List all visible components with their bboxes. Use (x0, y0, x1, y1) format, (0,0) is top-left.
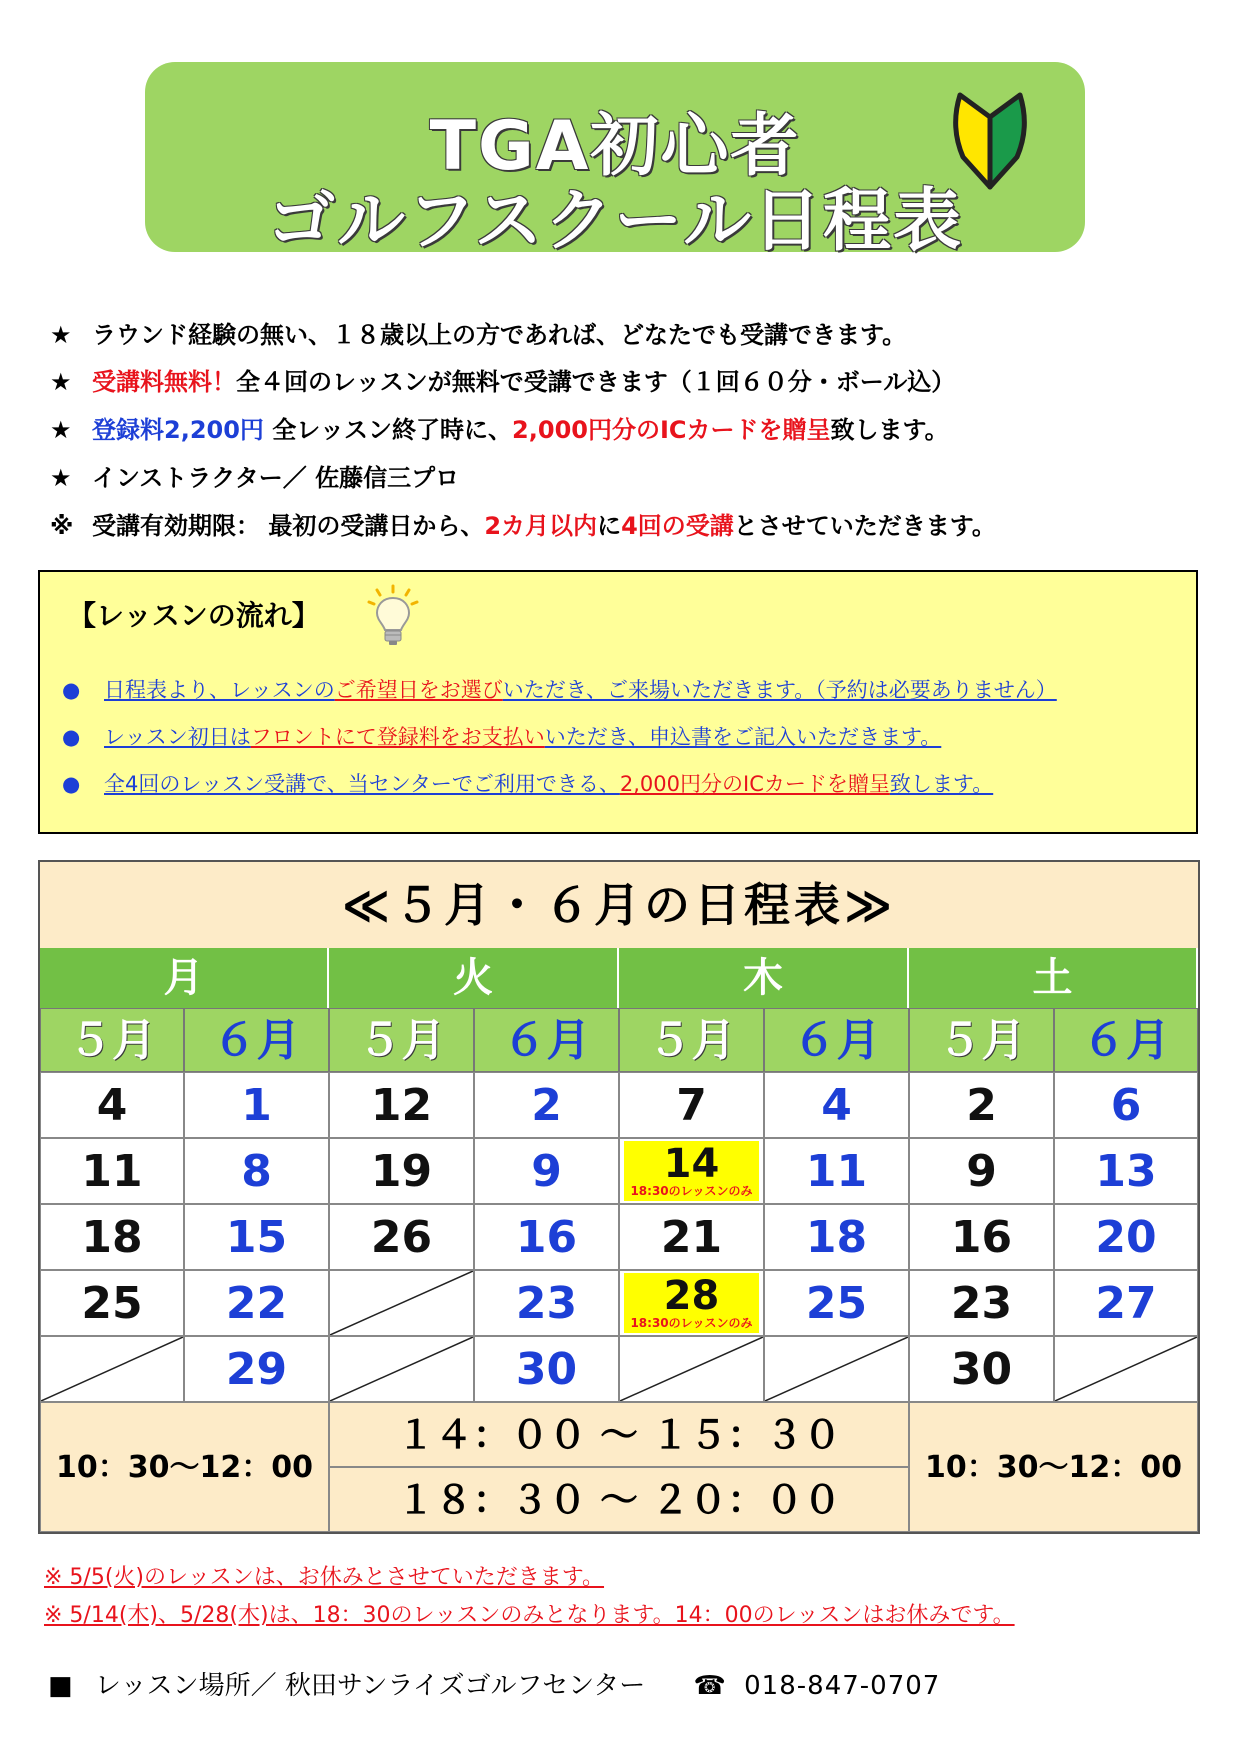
date-cell: 2 (474, 1072, 619, 1138)
info-text: 4回の受講 (621, 512, 734, 540)
empty-date-cell (1054, 1336, 1198, 1402)
beginner-mark-icon (945, 87, 1035, 197)
day-header: 火 (329, 948, 619, 1008)
note-evening-only: ※ 5/14(木)、5/28(木)は、18：30のレッスンのみとなります。14：00のレッスンはお休みです。 (44, 1603, 1015, 1628)
square-bullet-icon: ■ (48, 1671, 73, 1701)
lesson-location: レッスン場所／ 秋田サンライズゴルフセンター (94, 1671, 646, 1701)
info-text: ラウンド経験の無い、１８歳以上の方であれば、どなたでも受講できます。 (92, 321, 907, 349)
date-cell: 4 (40, 1072, 184, 1138)
month-header: ５月 (329, 1008, 474, 1072)
month-header: ６月 (764, 1008, 909, 1072)
date-cell: 25 (40, 1270, 184, 1336)
empty-date-cell (329, 1336, 474, 1402)
info-line (50, 506, 996, 541)
title-line-2: ゴルフスクール日程表 (267, 182, 963, 261)
day-header: 月 (40, 948, 329, 1008)
info-text: 全４回のレッスンが無料で受講できます（１回６０分・ボール込） (236, 368, 956, 396)
no-lesson-slash (1055, 1337, 1197, 1401)
date-cell: 11 (40, 1138, 184, 1204)
flow-title: 【レッスンの流れ】 (68, 599, 320, 632)
month-header: ６月 (1054, 1008, 1198, 1072)
day-header: 木 (619, 948, 909, 1008)
date-cell: 20 (1054, 1204, 1198, 1270)
info-line (50, 410, 949, 445)
title-line-1: TGA初心者 (429, 107, 801, 186)
phone-number: 018-847-0707 (744, 1671, 941, 1701)
saturday-time: 10：30〜12：00 (909, 1402, 1198, 1532)
note-holiday: ※ 5/5(火)のレッスンは、お休みとさせていただきます。 (44, 1565, 605, 1590)
lesson-flow-box (38, 570, 1198, 834)
date-cell: 23 (909, 1270, 1054, 1336)
flow-text: いただき、申込書をご記入いただきます。 (544, 725, 942, 749)
date-cell: 19 (329, 1138, 474, 1204)
info-text: とさせていただきます。 (733, 512, 996, 540)
date-cell: 27 (1054, 1270, 1198, 1336)
date-cell: 30 (474, 1336, 619, 1402)
month-header: ５月 (40, 1008, 184, 1072)
evening-only-note: 18:30のレッスンのみ (630, 1316, 753, 1330)
bullet-dot-icon: ● (62, 725, 81, 749)
date-cell: 25 (764, 1270, 909, 1336)
date-number: 28 (663, 1273, 720, 1319)
date-cell: 16 (909, 1204, 1054, 1270)
month-header: ６月 (474, 1008, 619, 1072)
date-number: 14 (663, 1141, 720, 1187)
flow-item (62, 721, 941, 751)
schedule-table (38, 860, 1200, 1534)
empty-date-cell (619, 1336, 764, 1402)
no-lesson-slash (330, 1271, 473, 1335)
no-lesson-slash (765, 1337, 908, 1401)
date-cell: 29 (184, 1336, 329, 1402)
monday-time: 10：30〜12：00 (40, 1402, 329, 1532)
date-cell: 30 (909, 1336, 1054, 1402)
info-line (50, 315, 906, 350)
footer-location (48, 1665, 940, 1702)
date-cell: 23 (474, 1270, 619, 1336)
no-lesson-slash (41, 1337, 183, 1401)
date-cell: 1 (184, 1072, 329, 1138)
date-cell: 21 (619, 1204, 764, 1270)
date-cell: 22 (184, 1270, 329, 1336)
no-lesson-slash (620, 1337, 763, 1401)
date-cell: 16 (474, 1204, 619, 1270)
no-lesson-slash (330, 1337, 473, 1401)
empty-date-cell (329, 1270, 474, 1336)
flow-text: いただき、ご来場いただきます。（予約は必要ありません） (502, 678, 1057, 702)
empty-date-cell (40, 1336, 184, 1402)
info-text: 致します。 (830, 416, 949, 444)
info-text: 2,000円分のICカードを贈呈 (512, 416, 831, 444)
date-cell: 6 (1054, 1072, 1198, 1138)
month-header: ５月 (909, 1008, 1054, 1072)
date-cell: 12 (329, 1072, 474, 1138)
date-cell (619, 1270, 764, 1336)
star-icon: ★ (50, 464, 72, 492)
flow-item (62, 768, 993, 798)
flow-text: 全4回のレッスン受講で、当センターでご利用できる、 (104, 772, 620, 796)
flow-text: 2,000円分のICカードを贈呈 (619, 772, 890, 796)
date-cell: 4 (764, 1072, 909, 1138)
flow-text: フロントにて登録料をお支払い (250, 725, 545, 749)
info-line (50, 458, 459, 493)
info-text: 受講料無料！ (92, 368, 236, 396)
bullet-dot-icon: ● (62, 678, 81, 702)
evening-only-highlight (624, 1141, 759, 1201)
star-icon: ★ (50, 321, 72, 349)
date-cell: 26 (329, 1204, 474, 1270)
evening-only-highlight (624, 1273, 759, 1333)
info-text: 受講有効期限： 最初の受講日から、 (92, 512, 485, 540)
date-cell: 9 (474, 1138, 619, 1204)
afternoon-time: １４：００ 〜 １５：３０ (329, 1402, 909, 1467)
evening-time: １８：３０ 〜 ２０：００ (329, 1467, 909, 1532)
evening-only-note: 18:30のレッスンのみ (630, 1184, 753, 1198)
month-header: ５月 (619, 1008, 764, 1072)
title-banner (145, 62, 1085, 261)
flow-text: 日程表より、レッスンの (104, 678, 335, 702)
date-cell: 9 (909, 1138, 1054, 1204)
flow-text: レッスン初日は (104, 725, 251, 749)
date-cell: 13 (1054, 1138, 1198, 1204)
date-cell: 11 (764, 1138, 909, 1204)
light-bulb-icon (365, 584, 421, 648)
bullet-dot-icon: ● (62, 772, 81, 796)
info-text: 登録料2,200円 (92, 416, 264, 444)
flow-text: ご希望日をお選び (334, 678, 503, 702)
date-cell: 2 (909, 1072, 1054, 1138)
info-text: 全レッスン終了時に、 (263, 416, 513, 444)
star-icon: ★ (50, 416, 72, 444)
date-cell: 18 (764, 1204, 909, 1270)
flow-text: 致します。 (889, 772, 994, 796)
star-icon: ★ (50, 368, 72, 396)
flow-item (62, 674, 1057, 704)
month-header: ６月 (184, 1008, 329, 1072)
date-cell: 18 (40, 1204, 184, 1270)
info-text: に (597, 512, 622, 540)
day-header: 土 (909, 948, 1198, 1008)
schedule-title: ≪５月・６月の日程表≫ (341, 878, 897, 932)
info-text: インストラクター／ 佐藤信三プロ (92, 464, 460, 492)
date-cell (619, 1138, 764, 1204)
info-text: 2カ月以内 (484, 512, 598, 540)
date-cell: 8 (184, 1138, 329, 1204)
date-cell: 15 (184, 1204, 329, 1270)
phone-icon: ☎ (693, 1671, 726, 1701)
empty-date-cell (764, 1336, 909, 1402)
info-line (50, 362, 955, 397)
reference-mark-icon: ※ (50, 512, 74, 540)
date-cell: 7 (619, 1072, 764, 1138)
